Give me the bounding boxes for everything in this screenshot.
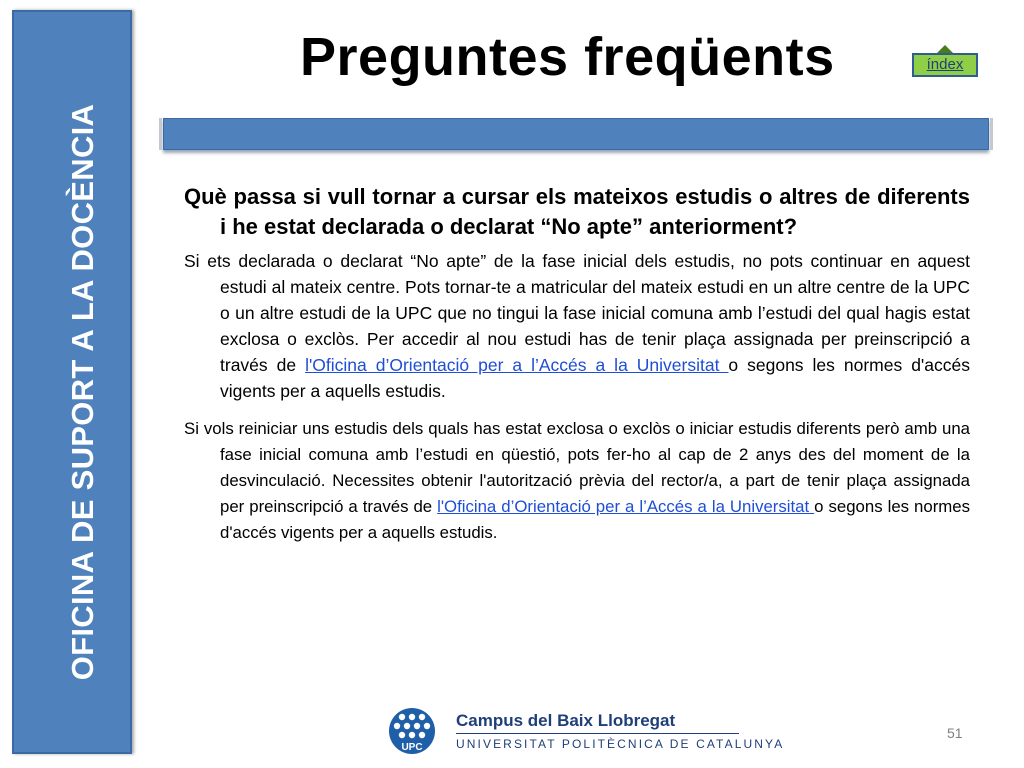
faq-question: Què passa si vull tornar a cursar els mateixos estudis o altres de diferents i he estat declarada o declarat “No apte” anteriorment? bbox=[184, 184, 970, 239]
page-title: Preguntes freqüents bbox=[300, 27, 835, 87]
sidebar-title: OFICINA DE SUPORT A LA DOCÈNCIA bbox=[65, 103, 100, 681]
answer-2-text: Si vols reiniciar uns estudis dels quals has estat exclosa o exclòs o iniciar estudis diferents però amb una fase inicial comuna amb l’estudi en qüestió, pots fer-ho al cap de 2 anys des del moment de la desvinculació. Necessites obtenir l'autorització prèvia del rector/a, a part de tenir plaça assignada per preinscripció a través de bbox=[184, 419, 970, 516]
upc-logo-text: UPC bbox=[401, 742, 423, 753]
answer-2-tail: o segons les normes d'accés vigents per a aquells estudis. bbox=[220, 497, 970, 542]
faq-content bbox=[184, 182, 970, 546]
oficina-orientacio-link-1[interactable]: l'Oficina d’Orientació per a l’Accés a la Universitat bbox=[305, 355, 729, 375]
page-number: 51 bbox=[947, 725, 963, 741]
index-button[interactable] bbox=[912, 45, 978, 77]
footer-divider bbox=[456, 733, 739, 734]
university-name: UNIVERSITAT POLITÈCNICA DE CATALUNYA bbox=[456, 737, 785, 751]
sidebar-panel bbox=[12, 10, 132, 754]
index-button-label: índex bbox=[912, 53, 978, 77]
faq-answer-paragraph-1 bbox=[184, 248, 970, 404]
answer-1-text: Si ets declarada o declarat “No apte” de la fase inicial dels estudis, no pots continuar en aquest estudi al mateix centre. Pots tornar-te a matricular del mateix estudi en un altre centre de la UPC o un altre estudi de la UPC que no tingui la fase inicial comuna amb l’estudi del qual hagis estat exclosa o exclòs. Per accedir al nou estudi has de tenir plaça assignada per preinscripció a través de bbox=[184, 251, 970, 375]
upc-logo bbox=[388, 706, 436, 762]
header-bar bbox=[163, 118, 989, 150]
oficina-orientacio-link-2[interactable]: l'Oficina d’Orientació per a l’Accés a la Universitat bbox=[437, 497, 815, 516]
campus-name: Campus del Baix Llobregat bbox=[456, 711, 676, 730]
answer-1-tail: o segons les normes d'accés vigents per a aquells estudis. bbox=[220, 355, 970, 401]
faq-answer-paragraph-2 bbox=[184, 416, 970, 546]
